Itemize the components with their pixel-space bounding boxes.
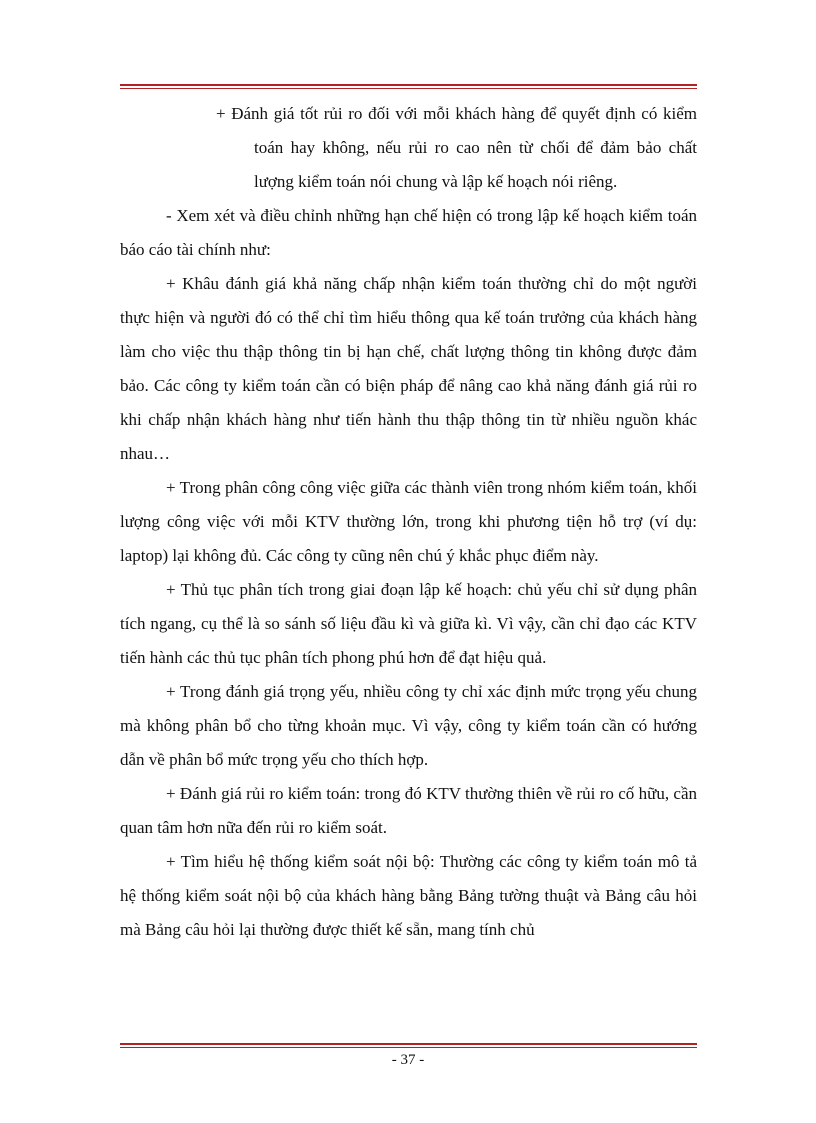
paragraph: + Trong phân công công việc giữa các thành viên trong nhóm kiểm toán, khối lượng công việc với mỗi KTV thường lớn, trong khi phương tiện hỗ trợ (ví dụ: laptop) lại không đủ. Các công ty cũng nên chú ý khắc phục điểm này. [120,478,697,565]
paragraph: - Xem xét và điều chỉnh những hạn chế hiện có trong lập kế hoạch kiểm toán báo cáo tài chính như: [120,206,697,259]
footer-rule [120,1043,697,1048]
paragraph: + Đánh giá tốt rủi ro đối với mỗi khách hàng để quyết định có kiểm toán hay không, nếu rủi ro cao nên từ chối để đảm bảo chất lượng kiểm toán nói chung và lập kế hoạch nói riêng. [216,104,697,191]
page-body [120,97,697,947]
paragraph: + Khâu đánh giá khả năng chấp nhận kiểm toán thường chỉ do một người thực hiện và người đó có thể chỉ tìm hiểu thông qua kế toán trưởng của khách hàng làm cho việc thu thập thông tin bị hạn chế, chất lượng thông tin không được đảm bảo. Các công ty kiểm toán cần có biện pháp để nâng cao khả năng đánh giá rủi ro khi chấp nhận khách hàng như tiến hành thu thập thông tin từ nhiều nguồn khác nhau… [120,274,697,463]
paragraph: + Đánh giá rủi ro kiểm toán: trong đó KTV thường thiên về rủi ro cố hữu, cần quan tâm hơn nữa đến rủi ro kiểm soát. [120,784,697,837]
paragraph: + Thủ tục phân tích trong giai đoạn lập kế hoạch: chủ yếu chỉ sử dụng phân tích ngang, cụ thể là so sánh số liệu đầu kì và giữa kì. Vì vậy, cần chỉ đạo các KTV tiến hành các thủ tục phân tích phong phú hơn để đạt hiệu quả. [120,580,697,667]
header-rule [120,84,697,89]
paragraph: + Trong đánh giá trọng yếu, nhiều công ty chỉ xác định mức trọng yếu chung mà không phân bổ cho từng khoản mục. Vì vậy, công ty kiểm toán cần có hướng dẫn về phân bổ mức trọng yếu cho thích hợp. [120,682,697,769]
paragraph: + Tìm hiểu hệ thống kiểm soát nội bộ: Thường các công ty kiểm toán mô tả hệ thống kiểm soát nội bộ của khách hàng bằng Bảng tường thuật và Bảng câu hỏi mà Bảng câu hỏi lại thường được thiết kế sẵn, mang tính chủ [120,852,697,939]
page-number: - 37 - [391,1052,425,1068]
